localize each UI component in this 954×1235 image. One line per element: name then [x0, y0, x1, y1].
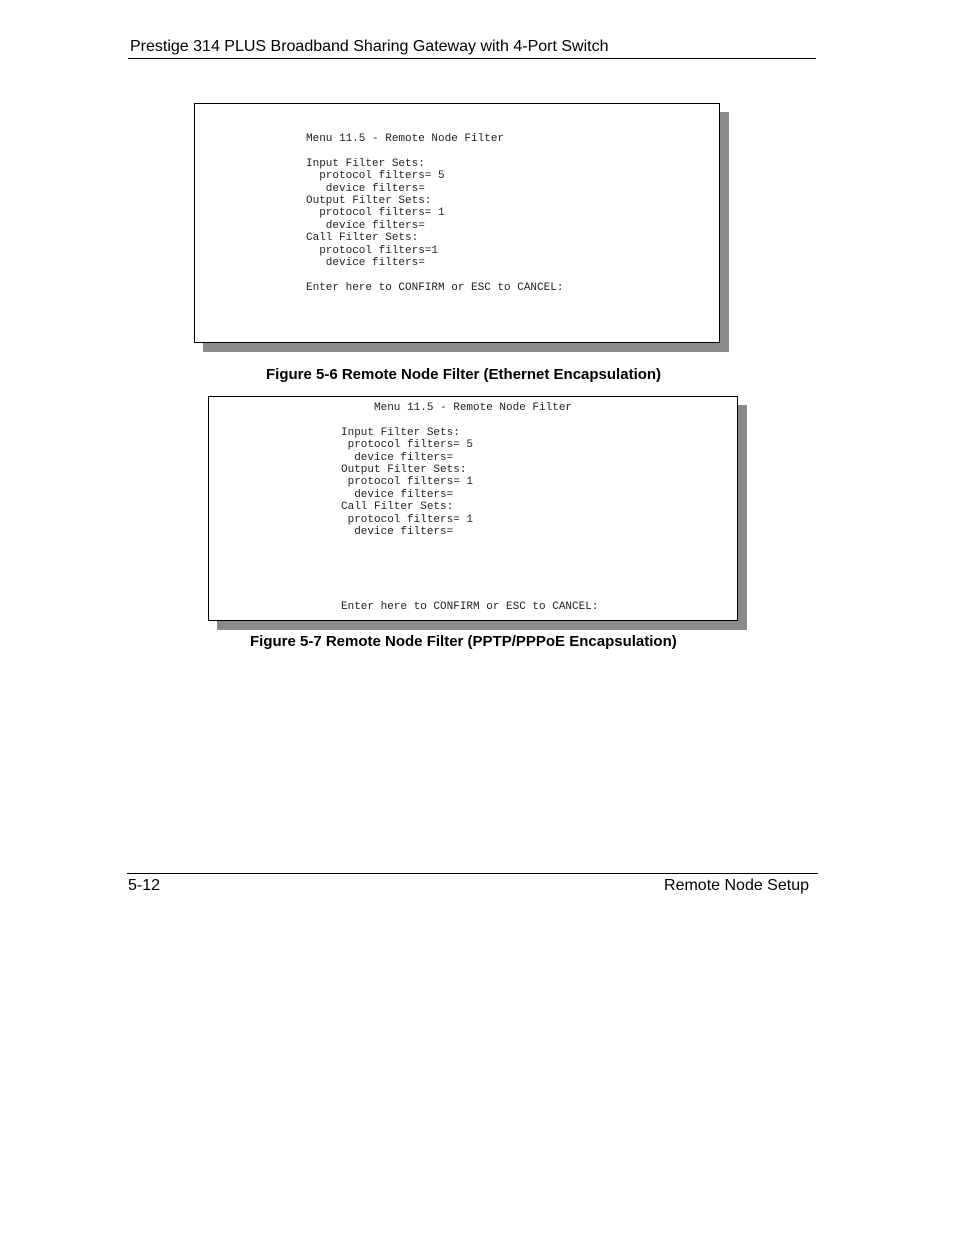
figure-5-7	[208, 396, 747, 630]
figure-caption: Figure 5-6 Remote Node Filter (Ethernet Encapsulation)	[266, 366, 662, 383]
section-title: Remote Node Setup	[664, 877, 809, 894]
terminal-screen	[194, 103, 720, 343]
page-header	[128, 36, 816, 59]
figure-5-6	[194, 103, 730, 353]
page-footer	[127, 873, 818, 898]
document-title: Prestige 314 PLUS Broadband Sharing Gateway with 4-Port Switch	[130, 38, 609, 55]
terminal-screen	[208, 396, 738, 621]
figure-caption: Figure 5-7 Remote Node Filter (PPTP/PPPoE Encapsulation)	[250, 633, 677, 650]
page-number: 5-12	[128, 877, 161, 894]
terminal-text: Menu 11.5 - Remote Node Filter Input Filter Sets: protocol filters= 5 device filters= Output Filter Sets: protocol filters= 1 device filters= Call Filter Sets: protocol filters=1 device filters= Enter here to CONFIRM or ESC to CANCEL:	[306, 133, 564, 294]
terminal-text: Menu 11.5 - Remote Node Filter Input Filter Sets: protocol filters= 5 device filters= Output Filter Sets: protocol filters= 1 device filters= Call Filter Sets: protocol filters= 1 device filters= Enter here to CONFIRM or ESC to CANCEL:	[341, 402, 599, 613]
